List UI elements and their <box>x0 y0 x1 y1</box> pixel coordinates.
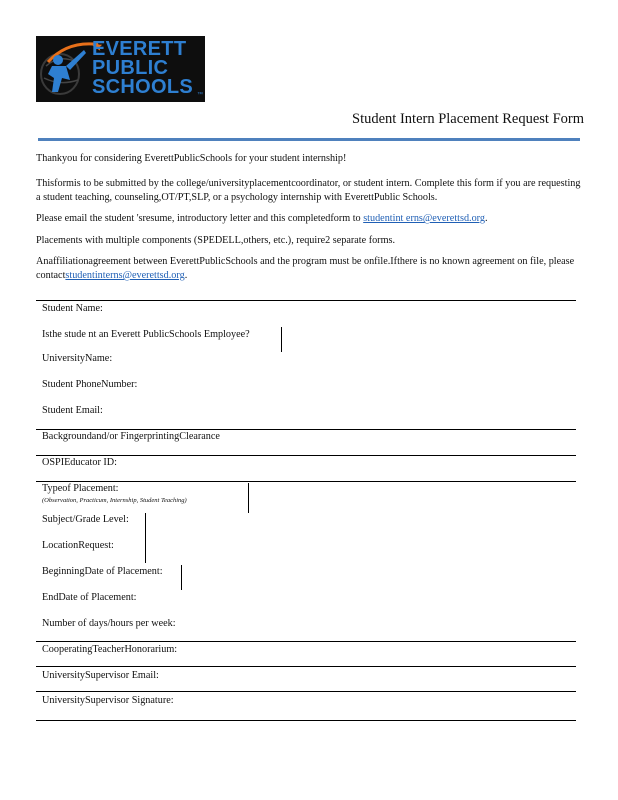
logo-wordmark <box>92 40 204 97</box>
intro-email <box>36 212 584 226</box>
ospi-id-field[interactable]: OSPIEducator ID: <box>42 457 117 468</box>
form-rule-background <box>36 429 576 430</box>
page-title: Student Intern Placement Request Form <box>352 111 584 127</box>
intro-email-prefix: Please email the student 'sresume, introductory letter and this completedform to <box>36 213 364 224</box>
intro-email-suffix: . <box>485 213 488 224</box>
type-placement-divider <box>248 483 249 513</box>
intern-email-link[interactable]: studentint erns@everettsd.org <box>363 213 485 224</box>
employee-field[interactable]: Isthe stude nt an Everett PublicSchools Employee? <box>42 329 250 340</box>
teacher-honorarium-field[interactable]: CooperatingTeacherHonorarium: <box>42 644 178 655</box>
location-request-field[interactable]: LocationRequest: <box>42 540 114 551</box>
end-date-field[interactable]: EndDate of Placement: <box>42 592 137 603</box>
form-rule-supervisor-signature <box>36 691 576 692</box>
supervisor-signature-field[interactable]: UniversitySupervisor Signature: <box>42 695 174 706</box>
subject-location-divider <box>145 513 146 563</box>
intro-affiliation <box>36 255 584 283</box>
employee-divider <box>281 327 282 352</box>
form-rule-placement <box>36 481 576 482</box>
form-rule-ospi <box>36 455 576 456</box>
form-rule-top <box>36 300 576 301</box>
days-hours-field[interactable]: Number of days/hours per week: <box>42 618 176 629</box>
everett-logo <box>36 36 205 102</box>
form-rule-bottom <box>36 720 576 721</box>
logo-line-3: SCHOOLS <box>92 76 193 98</box>
type-placement-note: (Observation, Practicum, Internship, Student Teaching) <box>42 497 187 504</box>
beginning-date-divider <box>181 565 182 590</box>
intro-placements: Placements with multiple components (SPEDELL,others, etc.), require2 separate forms. <box>36 235 396 246</box>
subject-grade-field[interactable]: Subject/Grade Level: <box>42 514 129 525</box>
logo-line-2: PUBLIC <box>92 57 169 79</box>
intro-affiliation-suffix: . <box>184 270 188 281</box>
intro-submit: Thisformis to be submitted by the college/universityplacementcoordinator, or student intern. Complete this form if you are requesting a student teaching, counseling,OT/PT,SLP, or a psychology internship with EverettPublic Schools. <box>36 178 581 203</box>
type-placement-field[interactable]: Typeof Placement: <box>42 483 119 494</box>
student-email-field[interactable]: Student Email: <box>42 405 103 416</box>
form-rule-supervisor-email <box>36 666 576 667</box>
title-divider <box>38 138 580 141</box>
form-rule-honorarium <box>36 641 576 642</box>
intro-thanks: Thankyou for considering EverettPublicSchools for your student internship! <box>36 153 347 164</box>
intro-affiliation-prefix: Anaffiliationagreement between EverettPublicSchools and the program must be onfile.Ifthere is no known agreement on file, please contact <box>36 256 575 281</box>
logo-line-1: EVERETT <box>92 38 187 60</box>
affiliation-email-link[interactable]: studentinterns@everettsd.org <box>65 270 185 281</box>
background-clearance-field[interactable]: Backgroundand/or FingerprintingClearance <box>42 431 220 442</box>
student-phone-field[interactable]: Student PhoneNumber: <box>42 379 138 390</box>
university-name-field[interactable]: UniversityName: <box>42 353 113 364</box>
supervisor-email-field[interactable]: UniversitySupervisor Email: <box>42 670 159 681</box>
student-name-field[interactable]: Student Name: <box>42 303 103 314</box>
logo-trademark: ™ <box>197 92 203 98</box>
beginning-date-field[interactable]: BeginningDate of Placement: <box>42 566 163 577</box>
